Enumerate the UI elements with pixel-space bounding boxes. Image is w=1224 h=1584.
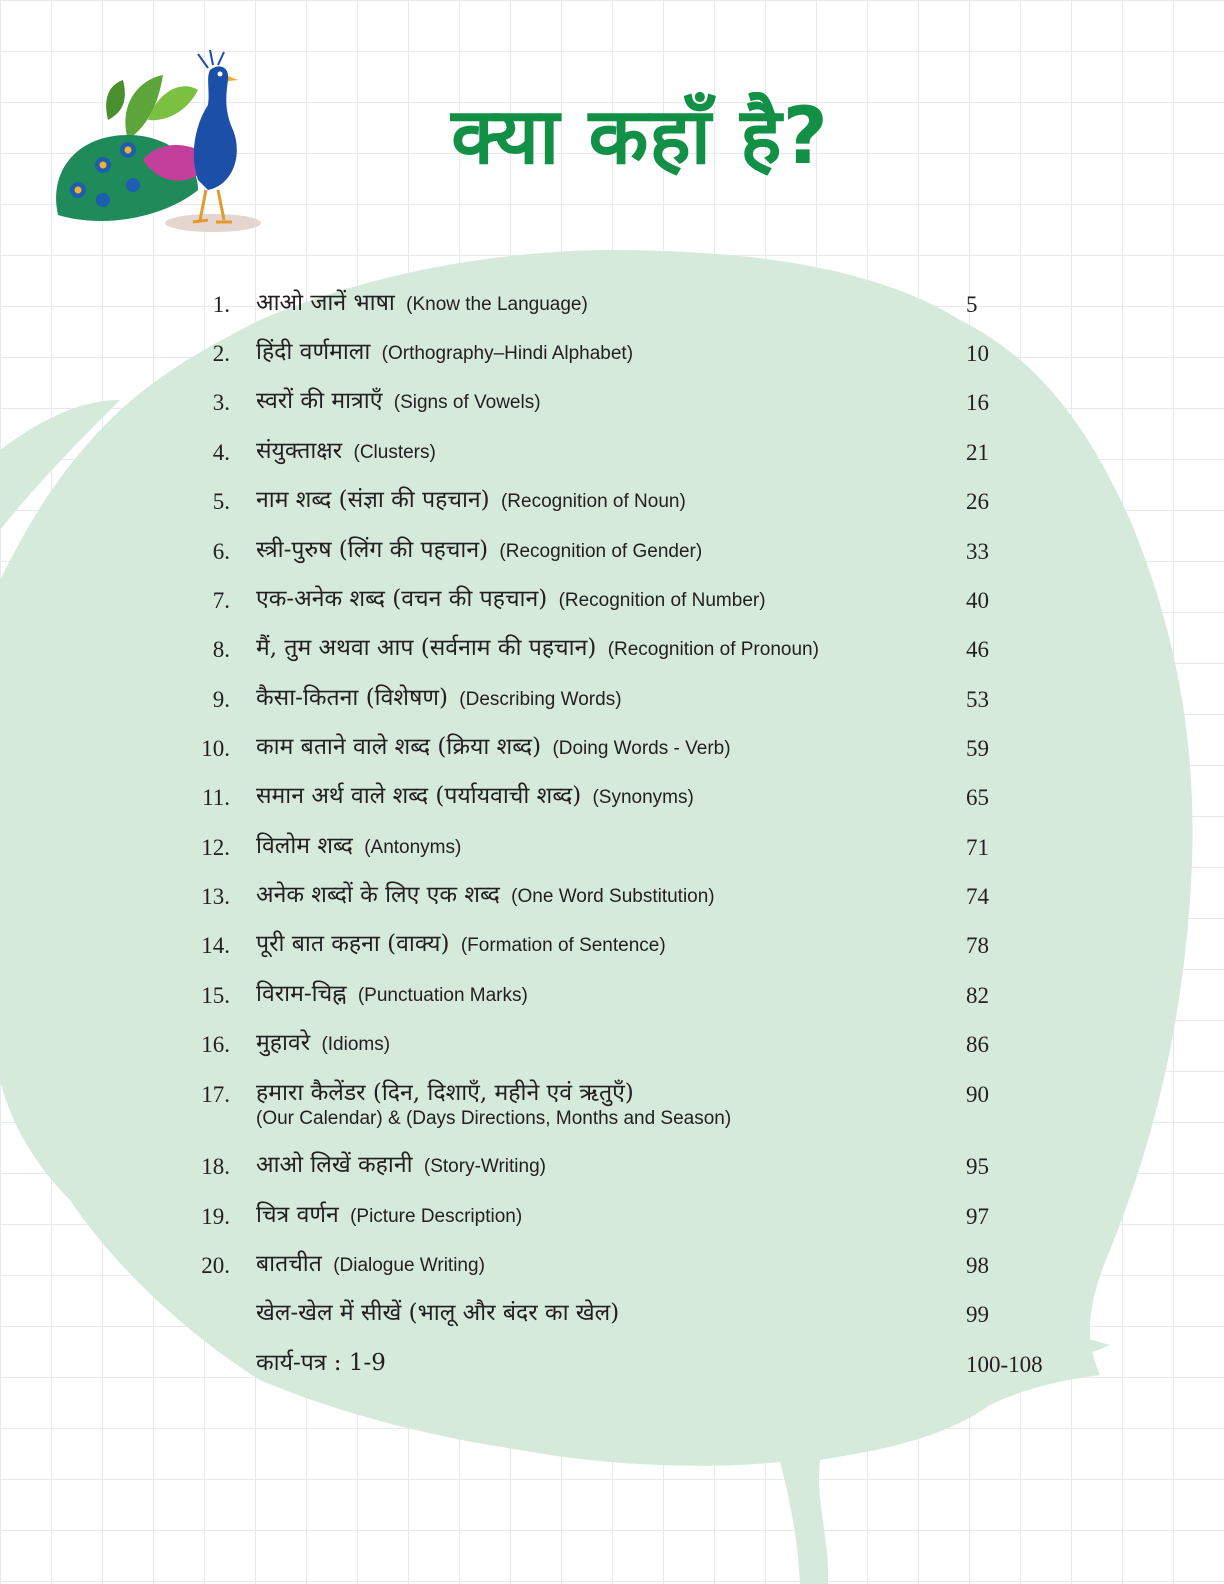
toc-entry-hindi-title: बातचीत: [256, 1251, 322, 1277]
toc-entry-title: [256, 778, 694, 816]
toc-entry[interactable]: [0, 1197, 1224, 1237]
toc-entry-english-title: (Formation of Sentence): [460, 935, 666, 956]
toc-entry-english-subtitle: (Our Calendar) & (Days Directions, Months and Season): [256, 1108, 732, 1129]
toc-entry-hindi-title: मैं, तुम अथवा आप (सर्वनाम की पहचान): [256, 635, 597, 661]
toc-entry-page-number: 10: [966, 341, 989, 366]
toc-entry-number: 10.: [201, 736, 230, 761]
toc-entry-page-number: 97: [966, 1204, 989, 1229]
toc-entry-title: [256, 877, 715, 915]
toc-entry-number: 13.: [201, 884, 230, 909]
toc-entry[interactable]: [0, 334, 1224, 374]
toc-entry-page-number: 65: [966, 785, 989, 810]
leaf: [106, 80, 125, 120]
toc-entry[interactable]: [0, 1345, 1224, 1385]
tail-eye: [96, 193, 110, 207]
toc-entry-english-title: (Recognition of Pronoun): [607, 639, 819, 660]
tail-eye: [126, 178, 140, 192]
toc-entry-hindi-title: अनेक शब्दों के लिए एक शब्द: [256, 882, 500, 908]
toc-entry[interactable]: [0, 482, 1224, 522]
peacock-shadow: [165, 214, 261, 232]
toc-entry-page-number: 95: [966, 1154, 989, 1179]
toc-entry-page-number: 82: [966, 983, 989, 1008]
toc-entry[interactable]: [0, 532, 1224, 572]
toc-entry-hindi-title: स्वरों की मात्राएँ: [256, 388, 383, 414]
toc-entry-number: 9.: [212, 687, 230, 712]
toc-entry-number: 17.: [201, 1082, 230, 1107]
toc-entry-number: 3.: [212, 390, 230, 415]
toc-entry-english-title: (Orthography–Hindi Alphabet): [381, 343, 634, 364]
toc-entry-number: 1.: [212, 292, 230, 317]
toc-entry-title: [256, 383, 541, 421]
toc-entry-hindi-title: समान अर्थ वाले शब्द (पर्यायवाची शब्द): [256, 783, 582, 809]
tail-eye: [75, 187, 82, 194]
toc-entry-title: [256, 828, 461, 866]
toc-entry-english-title: (Synonyms): [592, 787, 694, 808]
toc-entry-title: [256, 433, 436, 471]
toc-entry-hindi-title: आओ जानें भाषा: [256, 290, 395, 316]
toc-entry[interactable]: [0, 976, 1224, 1016]
toc-entry-english-title: (Dialogue Writing): [333, 1255, 485, 1276]
toc-entry[interactable]: [0, 433, 1224, 473]
toc-entry-title: [256, 532, 702, 570]
toc-entry-hindi-title: नाम शब्द (संज्ञा की पहचान): [256, 487, 490, 513]
toc-entry-english-title: (Picture Description): [350, 1206, 523, 1227]
toc-entry-number: 12.: [201, 835, 230, 860]
toc-entry-number: 20.: [201, 1253, 230, 1278]
toc-entry-page-number: 33: [966, 539, 989, 564]
toc-entry-hindi-title: कैसा-कितना (विशेषण): [256, 685, 448, 711]
toc-entry-title: [256, 1246, 485, 1284]
toc-entry-hindi-title: हिंदी वर्णमाला: [256, 339, 371, 365]
toc-entry-english-title: (Recognition of Number): [558, 590, 766, 611]
toc-entry[interactable]: [0, 778, 1224, 818]
toc-entry-hindi-title: मुहावरे: [256, 1030, 311, 1056]
toc-entry-title: [256, 581, 766, 619]
toc-entry-hindi-title: खेल-खेल में सीखें (भालू और बंदर का खेल): [256, 1300, 620, 1326]
toc-entry-number: 7.: [212, 588, 230, 613]
toc-entry-number: 8.: [212, 637, 230, 662]
toc-entry[interactable]: [0, 1147, 1224, 1187]
toc-entry-title: [256, 482, 686, 520]
toc-entry-english-title: (Clusters): [353, 442, 436, 463]
toc-entry-title: [256, 334, 633, 372]
toc-entry-hindi-title: चित्र वर्णन: [256, 1202, 339, 1228]
toc-entry-title: [256, 729, 731, 767]
toc-entry-page-number: 5: [966, 292, 978, 317]
toc-entry-english-title: (Signs of Vowels): [393, 392, 541, 413]
toc-entry-page-number: 100-108: [966, 1352, 1043, 1377]
toc-entry-page-number: 21: [966, 440, 989, 465]
toc-entry-hindi-title: आओ लिखें कहानी: [256, 1152, 413, 1178]
toc-entry-page-number: 40: [966, 588, 989, 613]
toc-entry-title: [256, 630, 819, 668]
toc-entry-english-title: (Story-Writing): [423, 1156, 546, 1177]
toc-entry-title: [256, 1025, 390, 1063]
toc-entry-hindi-title: विराम-चिह्न: [256, 981, 347, 1007]
toc-entry-hindi-title: काम बताने वाले शब्द (क्रिया शब्द): [256, 734, 542, 760]
toc-entry-page-number: 74: [966, 884, 989, 909]
toc-entry-page-number: 16: [966, 390, 989, 415]
toc-entry[interactable]: [0, 1075, 1224, 1129]
peacock-illustration: [48, 50, 268, 240]
toc-entry-page-number: 53: [966, 687, 989, 712]
toc-entry[interactable]: [0, 581, 1224, 621]
toc-entry-hindi-title: कार्य-पत्र : 1-9: [256, 1350, 386, 1376]
toc-entry-page-number: 59: [966, 736, 989, 761]
toc-entry-number: 5.: [212, 489, 230, 514]
toc-entry-page-number: 78: [966, 933, 989, 958]
toc-entry[interactable]: [0, 828, 1224, 868]
peacock-crest: [198, 50, 224, 68]
toc-entry-page-number: 46: [966, 637, 989, 662]
toc-entry-number: 2.: [212, 341, 230, 366]
toc-entry-title: [256, 1197, 522, 1235]
toc-entry-hindi-title: पूरी बात कहना (वाक्य): [256, 931, 450, 957]
toc-entry-hindi-title: एक-अनेक शब्द (वचन की पहचान): [256, 586, 548, 612]
toc-entry-number: 14.: [201, 933, 230, 958]
toc-entry-number: 15.: [201, 983, 230, 1008]
toc-entry[interactable]: [0, 877, 1224, 917]
toc-entry-english-title: (Know the Language): [406, 294, 588, 315]
toc-entry-title: [256, 680, 622, 718]
toc-entry-hindi-title: स्त्री-पुरुष (लिंग की पहचान): [256, 537, 489, 563]
toc-entry-english-title: (Recognition of Noun): [500, 491, 686, 512]
toc-entry-english-title: (Recognition of Gender): [499, 541, 703, 562]
toc-entry-title: [256, 926, 666, 964]
toc-entry-number: 6.: [212, 539, 230, 564]
tail-eye: [100, 162, 107, 169]
toc-entry[interactable]: [0, 680, 1224, 720]
peacock-body: [194, 66, 237, 190]
toc-entry-english-title: (Antonyms): [364, 837, 462, 858]
toc-entry-english-title: (One Word Substitution): [511, 886, 715, 907]
toc-entry-number: 19.: [201, 1204, 230, 1229]
peacock-eye: [218, 72, 223, 77]
toc-entry[interactable]: [0, 729, 1224, 769]
toc-entry-english-title: (Describing Words): [459, 689, 622, 710]
tail-eye: [125, 147, 132, 154]
toc-entry[interactable]: [0, 1025, 1224, 1065]
page-title: क्या कहाँ है?: [451, 92, 829, 182]
peacock-beak: [228, 76, 238, 81]
toc-entry[interactable]: [0, 285, 1224, 325]
toc-entry-title: [256, 976, 528, 1014]
toc-entry-title: [256, 285, 588, 323]
toc-entry-hindi-title: संयुक्ताक्षर: [256, 438, 343, 464]
toc-entry[interactable]: [0, 383, 1224, 423]
toc-entry-hindi-title: विलोम शब्द: [256, 833, 353, 859]
toc-entry[interactable]: [0, 926, 1224, 966]
toc-entry-title: [256, 1147, 546, 1185]
toc-entry[interactable]: [0, 1295, 1224, 1335]
toc-entry[interactable]: [0, 630, 1224, 670]
toc-entry-page-number: 26: [966, 489, 989, 514]
toc-entry-page-number: 90: [966, 1082, 989, 1107]
toc-entry-english-title: (Doing Words - Verb): [552, 738, 731, 759]
toc-entry-english-title: (Idioms): [321, 1034, 391, 1055]
toc-entry[interactable]: [0, 1246, 1224, 1286]
toc-entry-number: 11.: [202, 785, 230, 810]
toc-entry-page-number: 71: [966, 835, 989, 860]
toc-entry-number: 4.: [212, 440, 230, 465]
toc-entry-english-title: (Punctuation Marks): [357, 985, 528, 1006]
toc-entry-number: 18.: [201, 1154, 230, 1179]
toc-entry-title: [256, 1295, 619, 1331]
toc-entry-number: 16.: [201, 1032, 230, 1057]
toc-entry-title: [256, 1345, 386, 1381]
toc-entry-page-number: 98: [966, 1253, 989, 1278]
toc-entry-hindi-title: हमारा कैलेंडर (दिन, दिशाएँ, महीने एवं ऋतुएँ): [256, 1080, 634, 1106]
toc-entry-page-number: 86: [966, 1032, 989, 1057]
toc-entry-page-number: 99: [966, 1302, 989, 1327]
